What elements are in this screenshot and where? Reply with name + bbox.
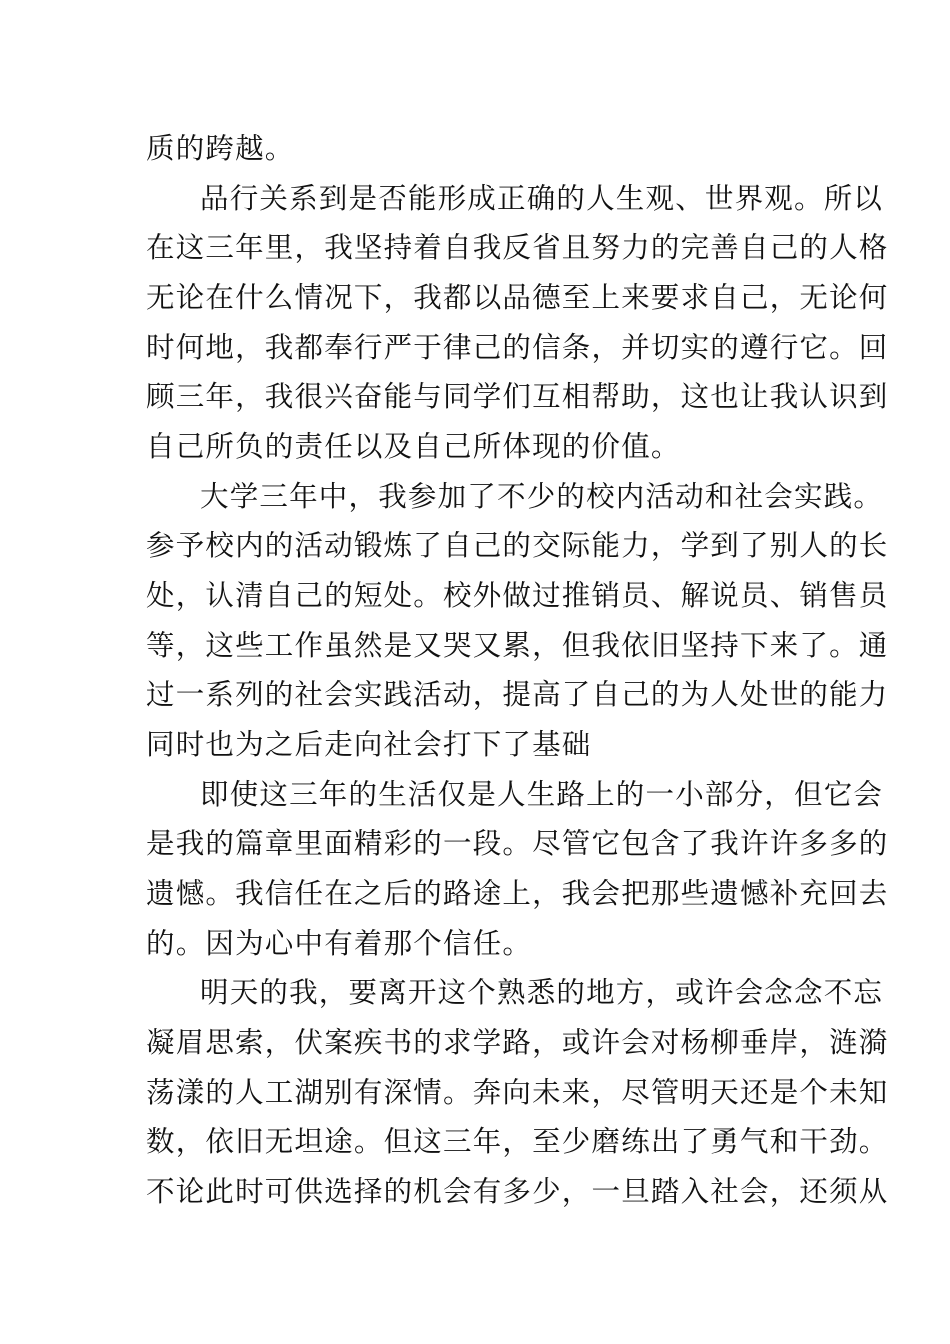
text-line: 质的跨越。 (146, 132, 295, 165)
text-line: 等，这些工作虽然是又哭又累，但我依旧坚持下来了。通 (146, 629, 889, 662)
text-line: 自己所负的责任以及自己所体现的价值。 (146, 430, 681, 463)
text-line: 参予校内的活动锻炼了自己的交际能力，学到了别人的长 (146, 529, 889, 562)
text-line: 数，依旧无坦途。但这三年，至少磨练出了勇气和干劲。 (146, 1125, 889, 1158)
text-line: 凝眉思索，伏案疾书的求学路，或许会对杨柳垂岸，涟漪 (146, 1026, 889, 1059)
text-line: 处，认清自己的短处。校外做过推销员、解说员、销售员 (146, 579, 889, 612)
text-line: 大学三年中，我参加了不少的校内活动和社会实践。 (200, 480, 884, 513)
text-line: 时何地，我都奉行严于律己的信条，并切实的遵行它。回 (146, 331, 889, 364)
text-line: 顾三年，我很兴奋能与同学们互相帮助，这也让我认识到 (146, 380, 889, 413)
text-line: 是我的篇章里面精彩的一段。尽管它包含了我许许多多的 (146, 827, 889, 860)
text-line: 过一系列的社会实践活动，提高了自己的为人处世的能力 (146, 678, 889, 711)
text-line: 明天的我，要离开这个熟悉的地方，或许会念念不忘 (200, 976, 884, 1009)
text-line: 在这三年里，我坚持着自我反省且努力的完善自己的人格 (146, 231, 889, 264)
text-line: 遗憾。我信任在之后的路途上，我会把那些遗憾补充回去 (146, 877, 889, 910)
text-line: 即使这三年的生活仅是人生路上的一小部分，但它会 (200, 778, 884, 811)
text-line: 不论此时可供选择的机会有多少，一旦踏入社会，还须从 (146, 1175, 889, 1208)
text-line: 同时也为之后走向社会打下了基础 (146, 728, 592, 761)
text-line: 无论在什么情况下，我都以品德至上来要求自己，无论何 (146, 281, 889, 314)
text-line: 的。因为心中有着那个信任。 (146, 927, 533, 960)
text-line: 荡漾的人工湖别有深情。奔向未来，尽管明天还是个未知 (146, 1076, 889, 1109)
text-line: 品行关系到是否能形成正确的人生观、世界观。所以 (200, 182, 884, 215)
